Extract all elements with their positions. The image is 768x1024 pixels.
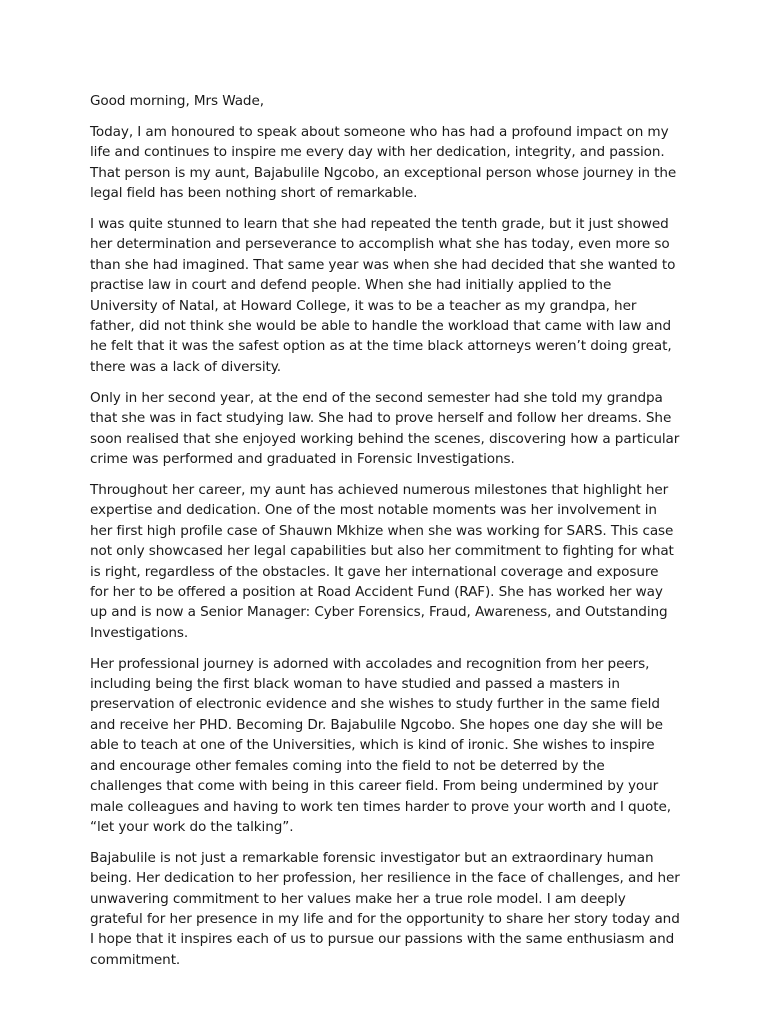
paragraph-early-life: I was quite stunned to learn that she had repeated the tenth grade, but it just showed her determination and perseverance to accomplish what she has today, even more so than she had imagined. That same year was when she had decided that she wanted to practise law in court and defend people. When she had initially applied to the University of Natal, at Howard College, it was to be a teacher as my grandpa, her father, did not think she would be able to handle the workload that came with law and he felt that it was the safest option as at the time black attorneys weren’t doing great, there was a lack of diversity. <box>90 216 676 375</box>
paragraph-conclusion: Bajabulile is not just a remarkable forensic investigator but an extraordinary human being. Her dedication to her profession, her resilience in the face of challenges, and her unwavering commitment to her values make her a true role model. I am deeply grateful for her presence in my life and for the opportunity to share her story today and I hope that it inspires each of us to pursue our passions with the same enthusiasm and commitment. <box>90 849 680 968</box>
paragraph-career-milestones: Throughout her career, my aunt has achieved numerous milestones that highlight her expertise and dedication. One of the most notable moments was her involvement in her first high profile case of Shauwn Mkhize when she was working for SARS. This case not only showcased her legal capabilities but also her commitment to fighting for what is right, regardless of the obstacles. It gave her international coverage and exposure for her to be offered a position at Road Accident Fund (RAF). She has worked her way up and is now a Senior Manager: Cyber Forensics, Fraud, Awareness, and Outstanding Investigations. <box>90 481 674 641</box>
letter-body <box>90 91 680 981</box>
paragraph-studies: Only in her second year, at the end of the second semester had she told my grandpa that she was in fact studying law. She had to prove herself and follow her dreams. She soon realised that she enjoyed working behind the scenes, discovering how a particular crime was performed and graduated in Forensic Investigations. <box>90 389 680 467</box>
greeting: Good morning, Mrs Wade, <box>90 93 264 109</box>
paragraph-introduction: Today, I am honoured to speak about someone who has had a profound impact on my life and continues to inspire me every day with her dedication, integrity, and passion. That person is my aunt, Bajabulile Ngcobo, an exceptional person whose journey in the legal field has been nothing short of remarkable. <box>90 123 677 202</box>
paragraph-recognition: Her professional journey is adorned with accolades and recognition from her peers, including being the first black woman to have studied and passed a masters in preservation of electronic evidence and she wishes to study further in the same field and receive her PHD. Becoming Dr. Bajabulile Ngcobo. She hopes one day she will be able to teach at one of the Universities, which is kind of ironic. She wishes to inspire and encourage other females coming into the field to not be deterred by the challenges that come with being in this career field. From being undermined by your male colleagues and having to work ten times harder to prove your worth and I quote, “let your work do the talking”. <box>90 655 671 835</box>
